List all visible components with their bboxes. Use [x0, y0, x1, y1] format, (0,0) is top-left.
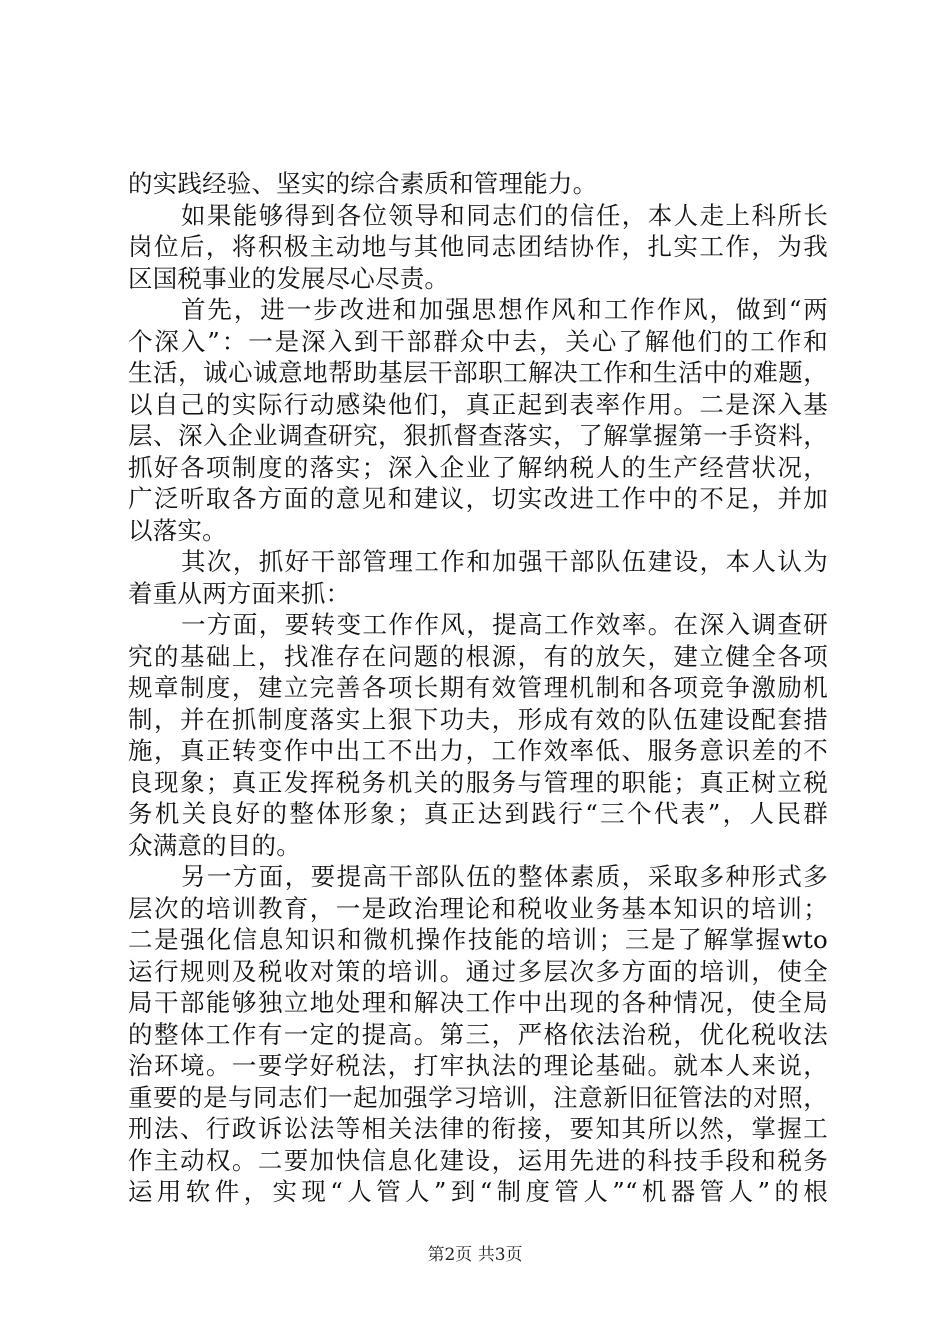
text-line: 治环境。一要学好税法，打牢执法的理论基础。就本人来说，: [128, 1051, 828, 1080]
text-line: 以落实。: [128, 515, 227, 545]
text-line: 一方面，要转变工作作风，提高工作效率。在深入调查研: [181, 610, 828, 639]
text-line: 施，真正转变作中出工不出力，工作效率低、服务意识差的不: [128, 736, 828, 765]
text-line: 务机关良好的整体形象；真正达到践行“三个代表”，人民群: [128, 799, 828, 828]
text-line: 其次，抓好干部管理工作和加强干部队伍建设，本人认为: [181, 547, 828, 576]
text-line: 作主动权。二要加快信息化建设，运用先进的科技手段和税务: [128, 1145, 828, 1175]
text-line: 抓好各项制度的落实；深入企业了解纳税人的生产经营状况，: [128, 452, 828, 482]
text-line: 如果能够得到各位领导和同志们的信任，本人走上科所长: [181, 200, 828, 230]
text-line: 首先，进一步改进和加强思想作风和工作作风，做到“两: [181, 295, 828, 324]
text-line: 层次的培训教育，一是政治理论和税收业务基本知识的培训；: [128, 893, 828, 923]
text-line: 层、深入企业调查研究，狠抓督查落实，了解掌握第一手资料，: [128, 421, 828, 450]
document-body: [128, 168, 828, 1208]
text-line: 区国税事业的发展尽心尽责。: [128, 263, 450, 293]
text-line: 刑法、行政诉讼法等相关法律的衔接，要知其所以然，掌握工: [128, 1114, 828, 1143]
text-line: 众满意的目的。: [128, 830, 301, 860]
text-line: 的实践经验、坚实的综合素质和管理能力。: [128, 169, 598, 198]
text-line: 良现象；真正发挥税务机关的服务与管理的职能；真正树立税: [128, 767, 828, 797]
text-line: 岗位后，将积极主动地与其他同志团结协作，扎实工作，为我: [128, 232, 828, 261]
page-number-footer: 第2页 共3页: [427, 1245, 523, 1265]
text-line: 广泛听取各方面的意见和建议，切实改进工作中的不足，并加: [128, 484, 828, 513]
text-line: 重要的是与同志们一起加强学习培训，注意新旧征管法的对照，: [128, 1082, 828, 1112]
text-line: 局干部能够独立地处理和解决工作中出现的各种情况，使全局: [128, 988, 828, 1017]
text-line: 运用软件，实现“人管人”到“制度管人”“机器管人”的根: [128, 1177, 828, 1206]
text-line: 另一方面，要提高干部队伍的整体素质，采取多种形式多: [181, 862, 828, 891]
text-line: 运行规则及税收对策的培训。通过多层次多方面的培训，使全: [128, 956, 828, 986]
text-line: 生活，诚心诚意地帮助基层干部职工解决工作和生活中的难题，: [128, 358, 828, 387]
text-line: 的整体工作有一定的提高。第三，严格依法治税，优化税收法: [128, 1019, 828, 1049]
text-line: 以自己的实际行动感染他们，真正起到表率作用。二是深入基: [128, 389, 828, 419]
text-line: 制，并在抓制度落实上狠下功夫，形成有效的队伍建设配套措: [128, 704, 828, 734]
text-line: 规章制度，建立完善各项长期有效管理机制和各项竞争激励机: [128, 673, 828, 702]
text-line: 个深入”：一是深入到干部群众中去，关心了解他们的工作和: [128, 326, 828, 356]
text-line: 二是强化信息知识和微机操作技能的培训；三是了解掌握wto: [128, 925, 828, 954]
text-line: 究的基础上，找准存在问题的根源，有的放矢，建立健全各项: [128, 641, 828, 671]
text-line: 着重从两方面来抓：: [128, 578, 351, 608]
